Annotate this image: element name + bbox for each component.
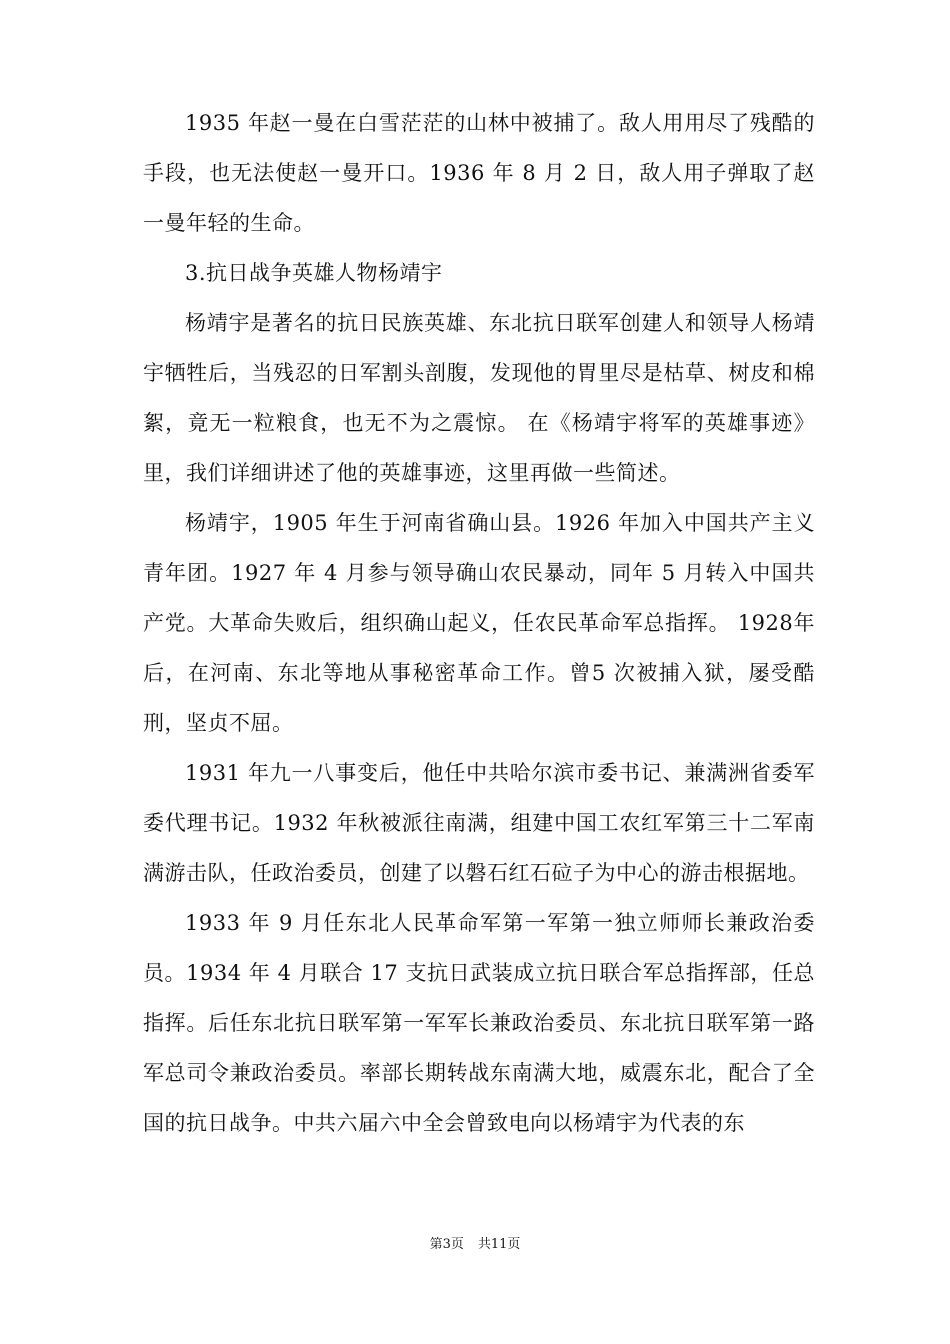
page-footer xyxy=(0,1233,950,1252)
page-total: 共11页 xyxy=(477,1237,521,1252)
page-number: 第3页 xyxy=(429,1237,464,1252)
paragraph-zhao-yiman: 1935 年赵一曼在白雪茫茫的山林中被捕了。敌人用用尽了残酷的手段，也无法使赵一曼开口。1936 年 8 月 2 日，敌人用子弹取了赵一曼年轻的生命。 xyxy=(143,111,815,235)
paragraph-yang-early-life: 杨靖宇，1905 年生于河南省确山县。1926 年加入中国共产主义青年团。1927 年 4 月参与领导确山农民暴动，同年 5 月转入中国共产党。大革命失败后，组织确山起义，任农民革命军总指挥。 1928年后，在河南、东北等地从事秘密革命工作。曾5 次被捕入狱，屡受酷刑，坚贞不屈。 xyxy=(143,511,815,735)
paragraph-yang-1931: 1931 年九一八事变后，他任中共哈尔滨市委书记、兼满洲省委军委代理书记。1932 年秋被派往南满，组建中国工农红军第三十二军南满游击队，任政治委员，创建了以磐石红石砬子为中心的游击根据地。 xyxy=(143,761,815,885)
document-body xyxy=(143,98,815,1148)
section-heading-yang-jingyu: 3.抗日战争英雄人物杨靖宇 xyxy=(185,261,443,285)
paragraph-yang-1933: 1933 年 9 月任东北人民革命军第一军第一独立师师长兼政治委员。1934 年 4 月联合 17 支抗日武装成立抗日联合军总指挥部，任总指挥。后任东北抗日联军第一军军长兼政治委员、东北抗日联军第一路军总司令兼政治委员。率部长期转战东南满大地，威震东北，配合了全国的抗日战争。中共六届六中全会曾致电向以杨靖宇为代表的东 xyxy=(143,911,815,1135)
paragraph-yang-intro: 杨靖宇是著名的抗日民族英雄、东北抗日联军创建人和领导人杨靖宇牺牲后，当残忍的日军割头剖腹，发现他的胃里尽是枯草、树皮和棉絮，竟无一粒粮食，也无不为之震惊。 在《杨靖宇将军的英雄事迹》里，我们详细讲述了他的英雄事迹，这里再做一些简述。 xyxy=(143,311,815,485)
